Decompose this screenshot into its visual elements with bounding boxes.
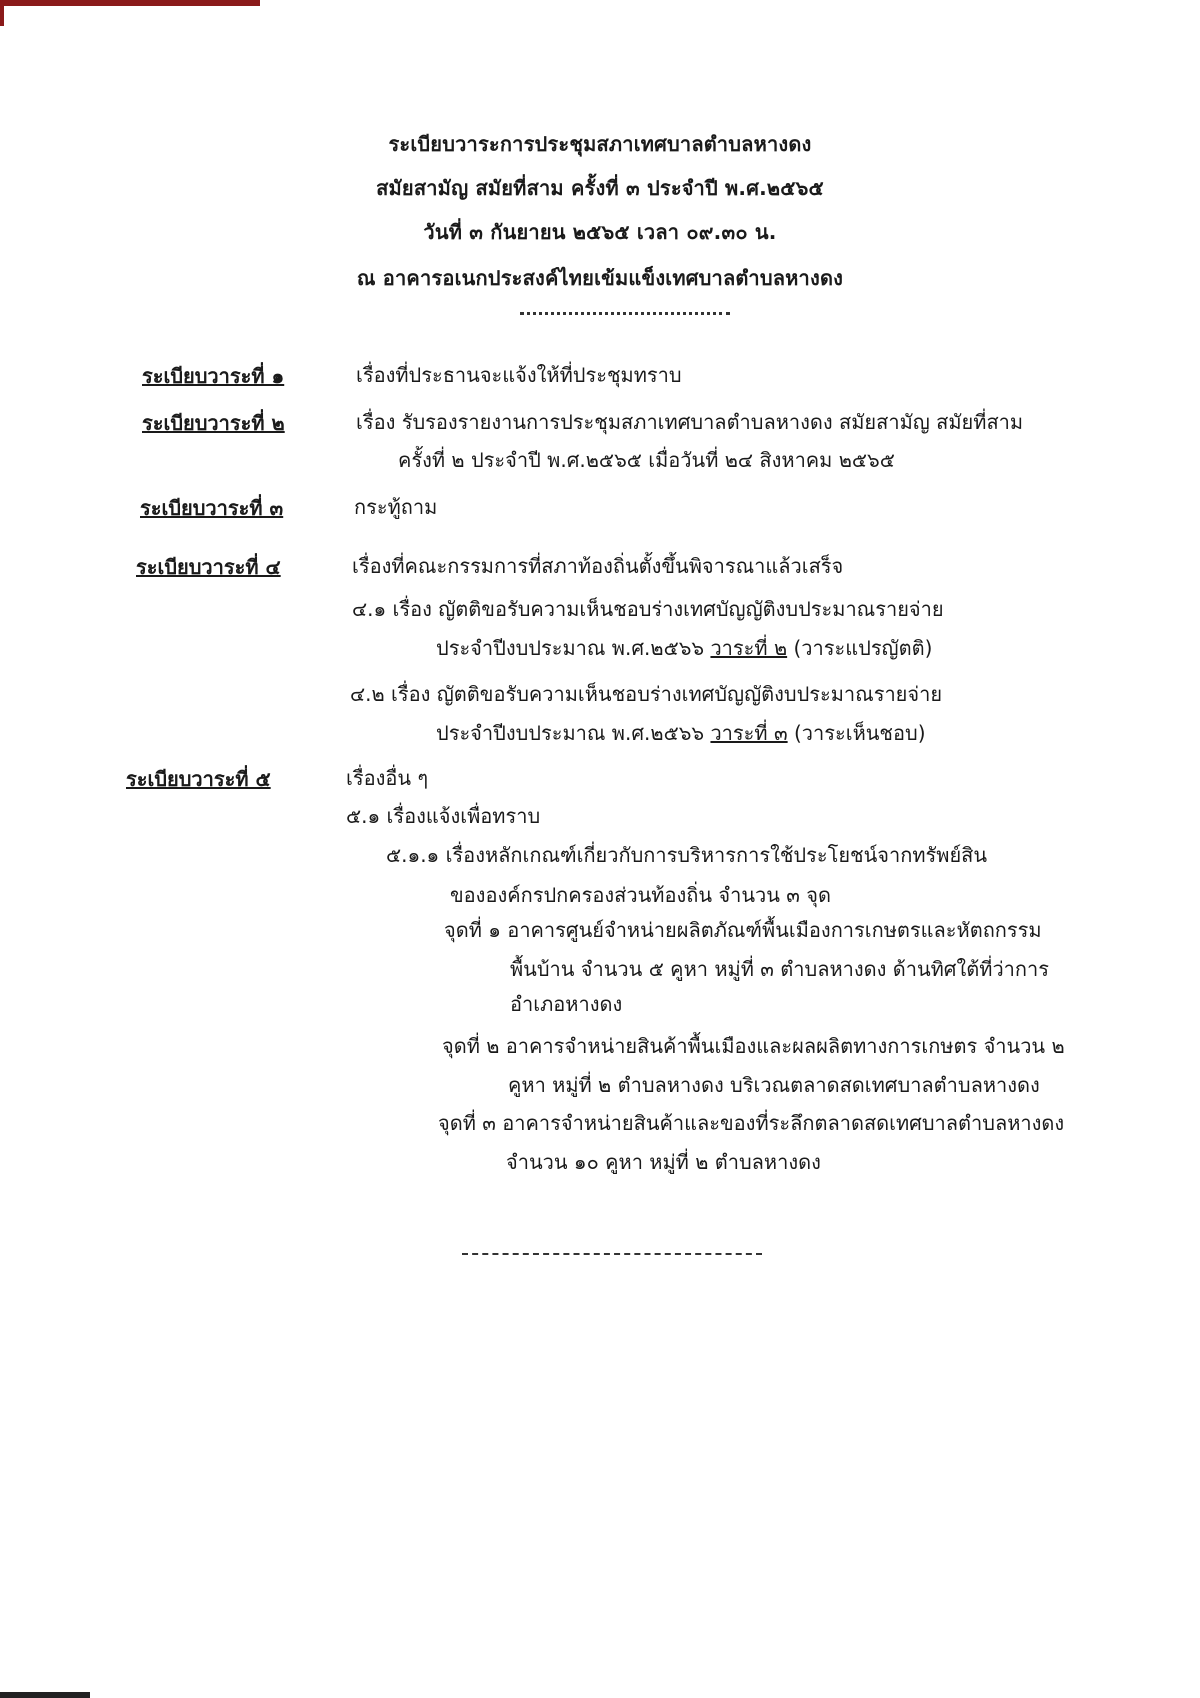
venue-line: ณ อาคารอเนกประสงค์ไทยเข้มแข็งเทศบาลตำบลหางดง: [356, 266, 844, 290]
page-edge-mark: [0, 0, 260, 6]
point-1-line3: อำเภอหางดง: [510, 992, 623, 1016]
agenda-4-1-line2: ประจำปีงบประมาณ พ.ศ.๒๕๖๖ วาระที่ ๒ (วาระแปรญัตติ): [436, 636, 933, 660]
agenda-4-1-line1: ๔.๑ เรื่อง ญัตติขอรับความเห็นชอบร่างเทศบัญญัติงบประมาณรายจ่าย: [352, 597, 944, 621]
agenda-4-2-line1: ๔.๒ เรื่อง ญัตติขอรับความเห็นชอบร่างเทศบัญญัติงบประมาณรายจ่าย: [350, 682, 943, 706]
agenda-text-4: เรื่องที่คณะกรรมการที่สภาท้องถิ่นตั้งขึ้นพิจารณาแล้วเสร็จ: [352, 554, 844, 578]
date-time-line: วันที่ ๓ กันยายน ๒๕๖๕ เวลา ๐๙.๓๐ น.: [423, 220, 777, 244]
agenda-label-3: ระเบียบวาระที่ ๓: [140, 496, 284, 520]
page-edge-mark: [0, 0, 4, 26]
point-2-line2: คูหา หมู่ที่ ๒ ตำบลหางดง บริเวณตลาดสดเทศบาลตำบลหางดง: [508, 1073, 1040, 1097]
agenda-text-1: เรื่องที่ประธานจะแจ้งให้ที่ประชุมทราบ: [356, 363, 682, 387]
agenda-label-2: ระเบียบวาระที่ ๒: [142, 411, 285, 435]
document-title: ระเบียบวาระการประชุมสภาเทศบาลตำบลหางดง: [388, 132, 812, 156]
page-edge-mark: [0, 1692, 90, 1698]
point-3-line1: จุดที่ ๓ อาคารจำหน่ายสินค้าและของที่ระลึกตลาดสดเทศบาลตำบลหางดง: [438, 1111, 1065, 1135]
agenda-text-5: เรื่องอื่น ๆ: [346, 766, 429, 790]
point-1-line2: พื้นบ้าน จำนวน ๕ คูหา หมู่ที่ ๓ ตำบลหางดง ด้านทิศใต้ที่ว่าการ: [510, 957, 1049, 981]
session-line: สมัยสามัญ สมัยที่สาม ครั้งที่ ๓ ประจำปี พ.ศ.๒๕๖๕: [376, 176, 824, 200]
point-2-line1: จุดที่ ๒ อาคารจำหน่ายสินค้าพื้นเมืองและผลผลิตทางการเกษตร จำนวน ๒: [442, 1034, 1065, 1058]
point-3-line2: จำนวน ๑๐ คูหา หมู่ที่ ๒ ตำบลหางดง: [506, 1150, 821, 1174]
end-separator: [462, 1253, 762, 1255]
agenda-label-5: ระเบียบวาระที่ ๕: [126, 767, 271, 791]
agenda-5-1: ๕.๑ เรื่องแจ้งเพื่อทราบ: [346, 804, 541, 828]
agenda-label-4: ระเบียบวาระที่ ๔: [136, 555, 281, 579]
agenda-4-2-line2: ประจำปีงบประมาณ พ.ศ.๒๕๖๖ วาระที่ ๓ (วาระเห็นชอบ): [436, 721, 926, 745]
agenda-text-3: กระทู้ถาม: [354, 495, 438, 519]
agenda-text-2-cont: ครั้งที่ ๒ ประจำปี พ.ศ.๒๕๖๕ เมื่อวันที่ ๒๔ สิงหาคม ๒๕๖๕: [398, 448, 895, 472]
agenda-label-1: ระเบียบวาระที่ ๑: [142, 364, 285, 388]
agenda-5-1-1-line1: ๕.๑.๑ เรื่องหลักเกณฑ์เกี่ยวกับการบริหารการใช้ประโยชน์จากทรัพย์สิน: [386, 843, 988, 867]
agenda-5-1-1-line2: ขององค์กรปกครองส่วนท้องถิ่น จำนวน ๓ จุด: [450, 883, 831, 907]
point-1-line1: จุดที่ ๑ อาคารศูนย์จำหน่ายผลิตภัณฑ์พื้นเมืองการเกษตรและหัตถกรรม: [444, 918, 1042, 942]
dotted-separator: [520, 312, 730, 315]
agenda-text-2: เรื่อง รับรองรายงานการประชุมสภาเทศบาลตำบลหางดง สมัยสามัญ สมัยที่สาม: [356, 410, 1024, 434]
